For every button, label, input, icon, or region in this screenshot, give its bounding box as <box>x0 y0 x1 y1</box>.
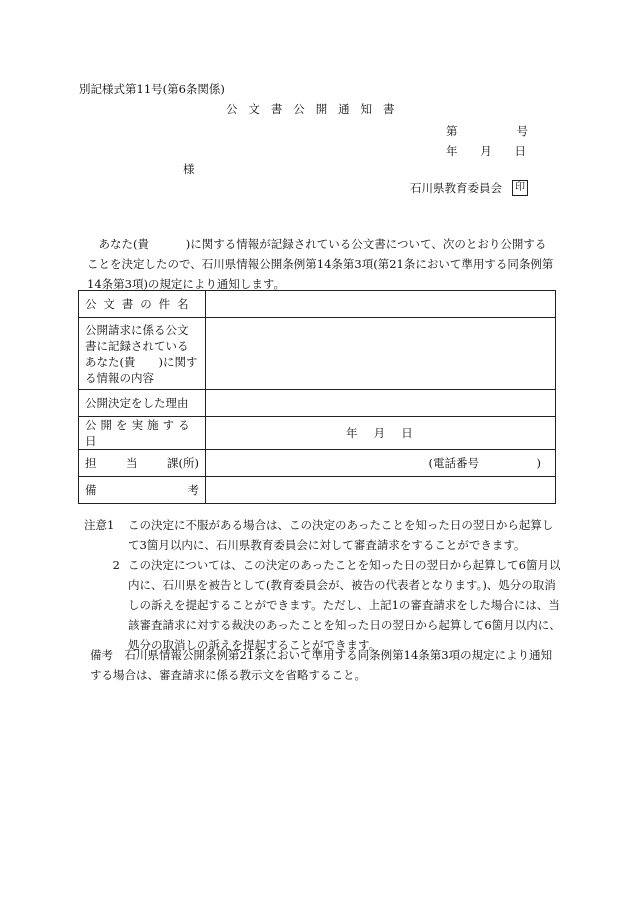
note-number: 2 <box>112 558 120 572</box>
note-text: この決定に不服がある場合は、この決定のあったことを知った日の翌日から起算して3箇月以内に、石川県教育委員会に対して審査請求をすることができます。 <box>128 518 554 552</box>
note-heading-text: 注意 <box>84 518 107 532</box>
issuer <box>410 180 528 196</box>
table-row <box>79 477 556 504</box>
row-label-subject: 公文書の件名 <box>79 291 206 318</box>
note-number: 1 <box>107 518 115 532</box>
month-label: 月 <box>480 144 492 158</box>
remarks-heading: 備考 <box>90 648 113 662</box>
document-number-line <box>446 123 528 139</box>
remarks-text: 石川県情報公開条例第21条において準用する同条例第14条第3項の規定により通知する場合は、審査請求に係る教示文を省略すること。 <box>90 648 553 682</box>
row-value-phone: (電話番号 ) <box>206 450 556 477</box>
row-value-remarks <box>206 477 556 504</box>
addressee-suffix: 様 <box>183 162 195 176</box>
number-prefix: 第 <box>446 124 458 138</box>
row-label-remarks <box>79 477 206 504</box>
row-label-info-content: 公開請求に係る公文書に記録されているあなた(貴 )に関する情報の内容 <box>79 318 206 390</box>
table-row <box>79 417 556 450</box>
row-value-subject <box>206 291 556 318</box>
info-table <box>78 290 556 504</box>
form-id: 別記様式第11号(第6条関係) <box>79 82 225 96</box>
year-label: 年 <box>446 144 458 158</box>
document-date-line <box>446 143 526 159</box>
label-part: 担 <box>85 456 97 470</box>
number-suffix: 号 <box>516 124 528 138</box>
table-row <box>79 390 556 417</box>
label-part: 備 <box>85 483 97 497</box>
remarks <box>90 645 560 685</box>
table-row <box>79 291 556 318</box>
body-part2: )に関する情報が記録されている公文書について、次のとおり公開することを決定したので、石川県情報公開条例第14条第3項(第21条において準用する同条例第14条第3項)の規定により通知します。 <box>87 237 554 291</box>
table-row <box>79 450 556 477</box>
body-part1: あなた(貴 <box>98 237 149 251</box>
note-text: この決定については、この決定のあったことを知った日の翌日から起算して6箇月以内に、石川県を被告として(教育委員会が、被告の代表者となります。)、処分の取消しの訴えを提起することができます。ただし、上記1の審査請求をした場合には、当該審査請求に対する裁決のあったことを知った日の翌日から起算して6箇月以内に、処分の取消しの訴えを提起することができます。 <box>128 558 561 652</box>
body-paragraph <box>87 234 557 294</box>
note-item <box>84 555 562 655</box>
row-value-info-content <box>206 318 556 390</box>
note-heading <box>84 515 128 555</box>
document-title: 公文書公開通知書 <box>226 102 406 116</box>
row-label-reason: 公開決定をした理由 <box>79 390 206 417</box>
note-item <box>84 515 562 555</box>
row-value-reason <box>206 390 556 417</box>
row-label-date: 公開を実施する日 <box>79 417 206 450</box>
table-row <box>79 318 556 390</box>
day-label: 日 <box>514 144 526 158</box>
label-part: 課(所) <box>167 456 199 470</box>
label-part: 考 <box>187 483 199 497</box>
seal-mark: 印 <box>512 180 528 196</box>
issuer-name: 石川県教育委員会 <box>410 181 502 195</box>
label-part: 当 <box>126 456 138 470</box>
row-value-date: 年 月 日 <box>206 417 556 450</box>
notes <box>84 515 562 655</box>
row-label-department <box>79 450 206 477</box>
